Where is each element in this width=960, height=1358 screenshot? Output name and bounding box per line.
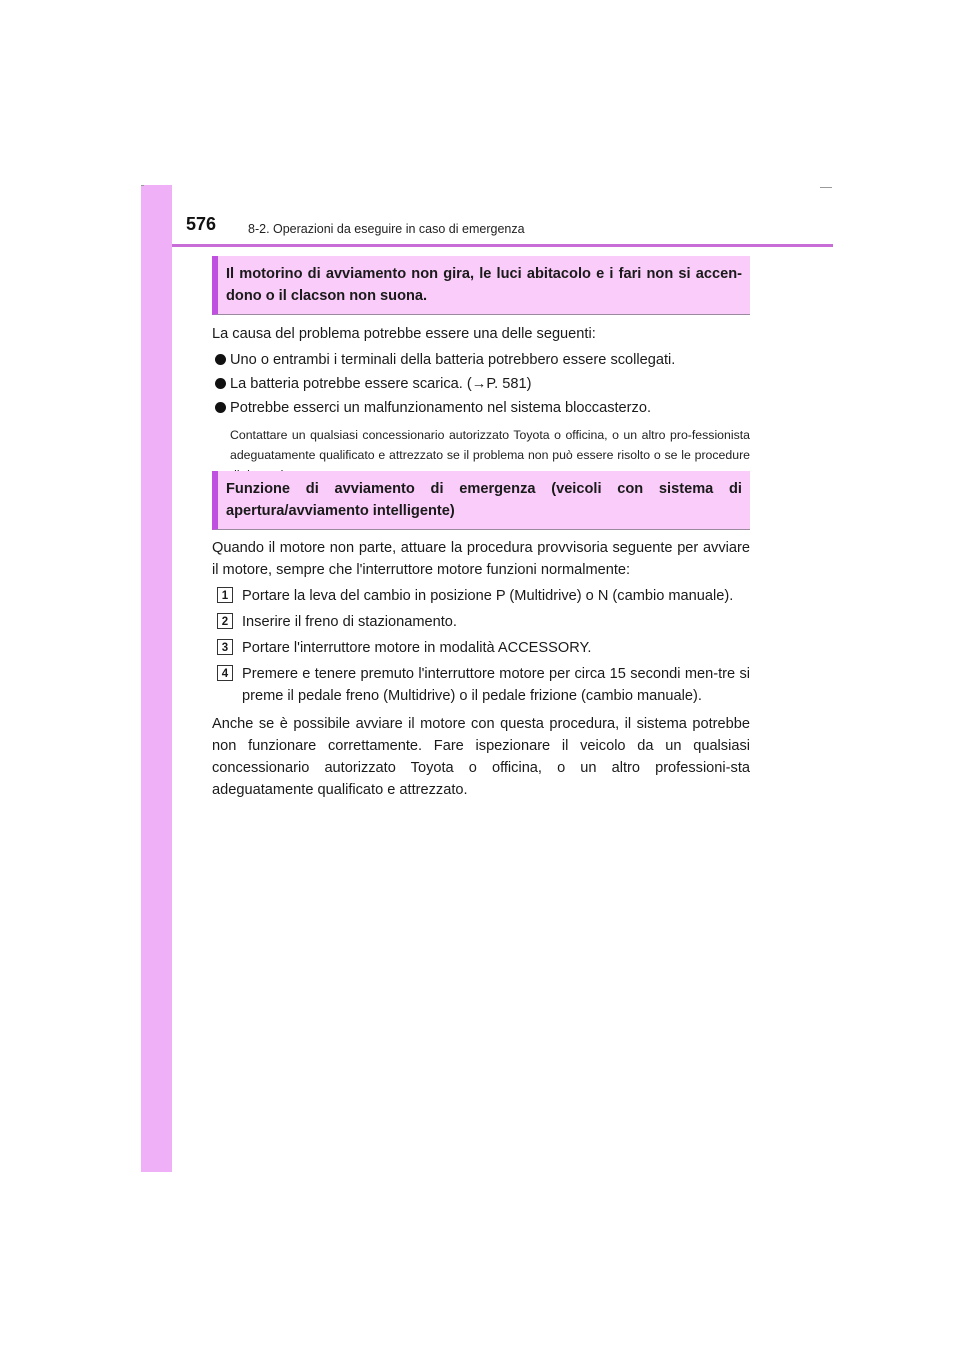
intro-text: Quando il motore non parte, attuare la procedura provvisoria seguente per avviare il motore, sempre che l'interruttore motore funzioni normalmente: — [212, 540, 750, 578]
section-emergency-start — [212, 471, 750, 801]
step-number: 4 — [217, 665, 233, 681]
list-item: Uno o entrambi i terminali della batteria potrebbero essere scollegati. — [212, 349, 750, 371]
closing-text: Anche se è possibile avviare il motore con questa procedura, il sistema potrebbe non funzionare correttamente. Fare ispezionare il veicolo da un qualsiasi concessionario autorizzato Toyota o officina, o un altro professioni-sta adeguatamente qualificato e attrezzato. — [212, 716, 750, 798]
bullet-icon — [215, 354, 226, 365]
list-item: Potrebbe esserci un malfunzionamento nel sistema bloccasterzo. — [212, 397, 750, 419]
bullet-icon — [215, 378, 226, 389]
step-item: 3 Portare l'interruttore motore in modalità ACCESSORY. — [212, 637, 750, 659]
crop-mark-right — [820, 187, 832, 188]
note-text: Contattare un qualsiasi concessionario autorizzato Toyota o officina, o un altro pro-fessionista adeguatamente qualificato e attrezzato se il problema non può essere risolto o se le procedure — [230, 428, 750, 462]
step-item: 1 Portare la leva del cambio in posizione P (Multidrive) o N (cambio manuale). — [212, 585, 750, 607]
heading-starter-problem: Il motorino di avviamento non gira, le luci abitacolo e i fari non si accen-dono o il clacson non suona. — [212, 256, 750, 315]
step-item: 4 Premere e tenere premuto l'interruttore motore per circa 15 secondi men-tre si preme il pedale freno (Multidrive) o il pedale frizione (cambio manuale). — [212, 663, 750, 707]
bullet-icon — [215, 402, 226, 413]
list-item: La batteria potrebbe essere scarica. (→P. 581) — [212, 373, 750, 395]
step-number: 2 — [217, 613, 233, 629]
step-item: 2 Inserire il freno di stazionamento. — [212, 611, 750, 633]
step-number: 3 — [217, 639, 233, 655]
side-tab-strip — [141, 185, 172, 1172]
section-battery-problem — [212, 256, 750, 485]
page-number: 576 — [186, 214, 217, 234]
intro-text: La causa del problema potrebbe essere una delle seguenti: — [212, 326, 596, 342]
step-number: 1 — [217, 587, 233, 603]
heading-emergency-start: Funzione di avviamento di emergenza (veicoli con sistema di apertura/avviamento intelligente) — [212, 471, 750, 530]
section-title: 8-2. Operazioni da eseguire in caso di emergenza — [248, 222, 525, 236]
header-rule — [172, 244, 833, 247]
crop-mark-left — [141, 185, 144, 186]
